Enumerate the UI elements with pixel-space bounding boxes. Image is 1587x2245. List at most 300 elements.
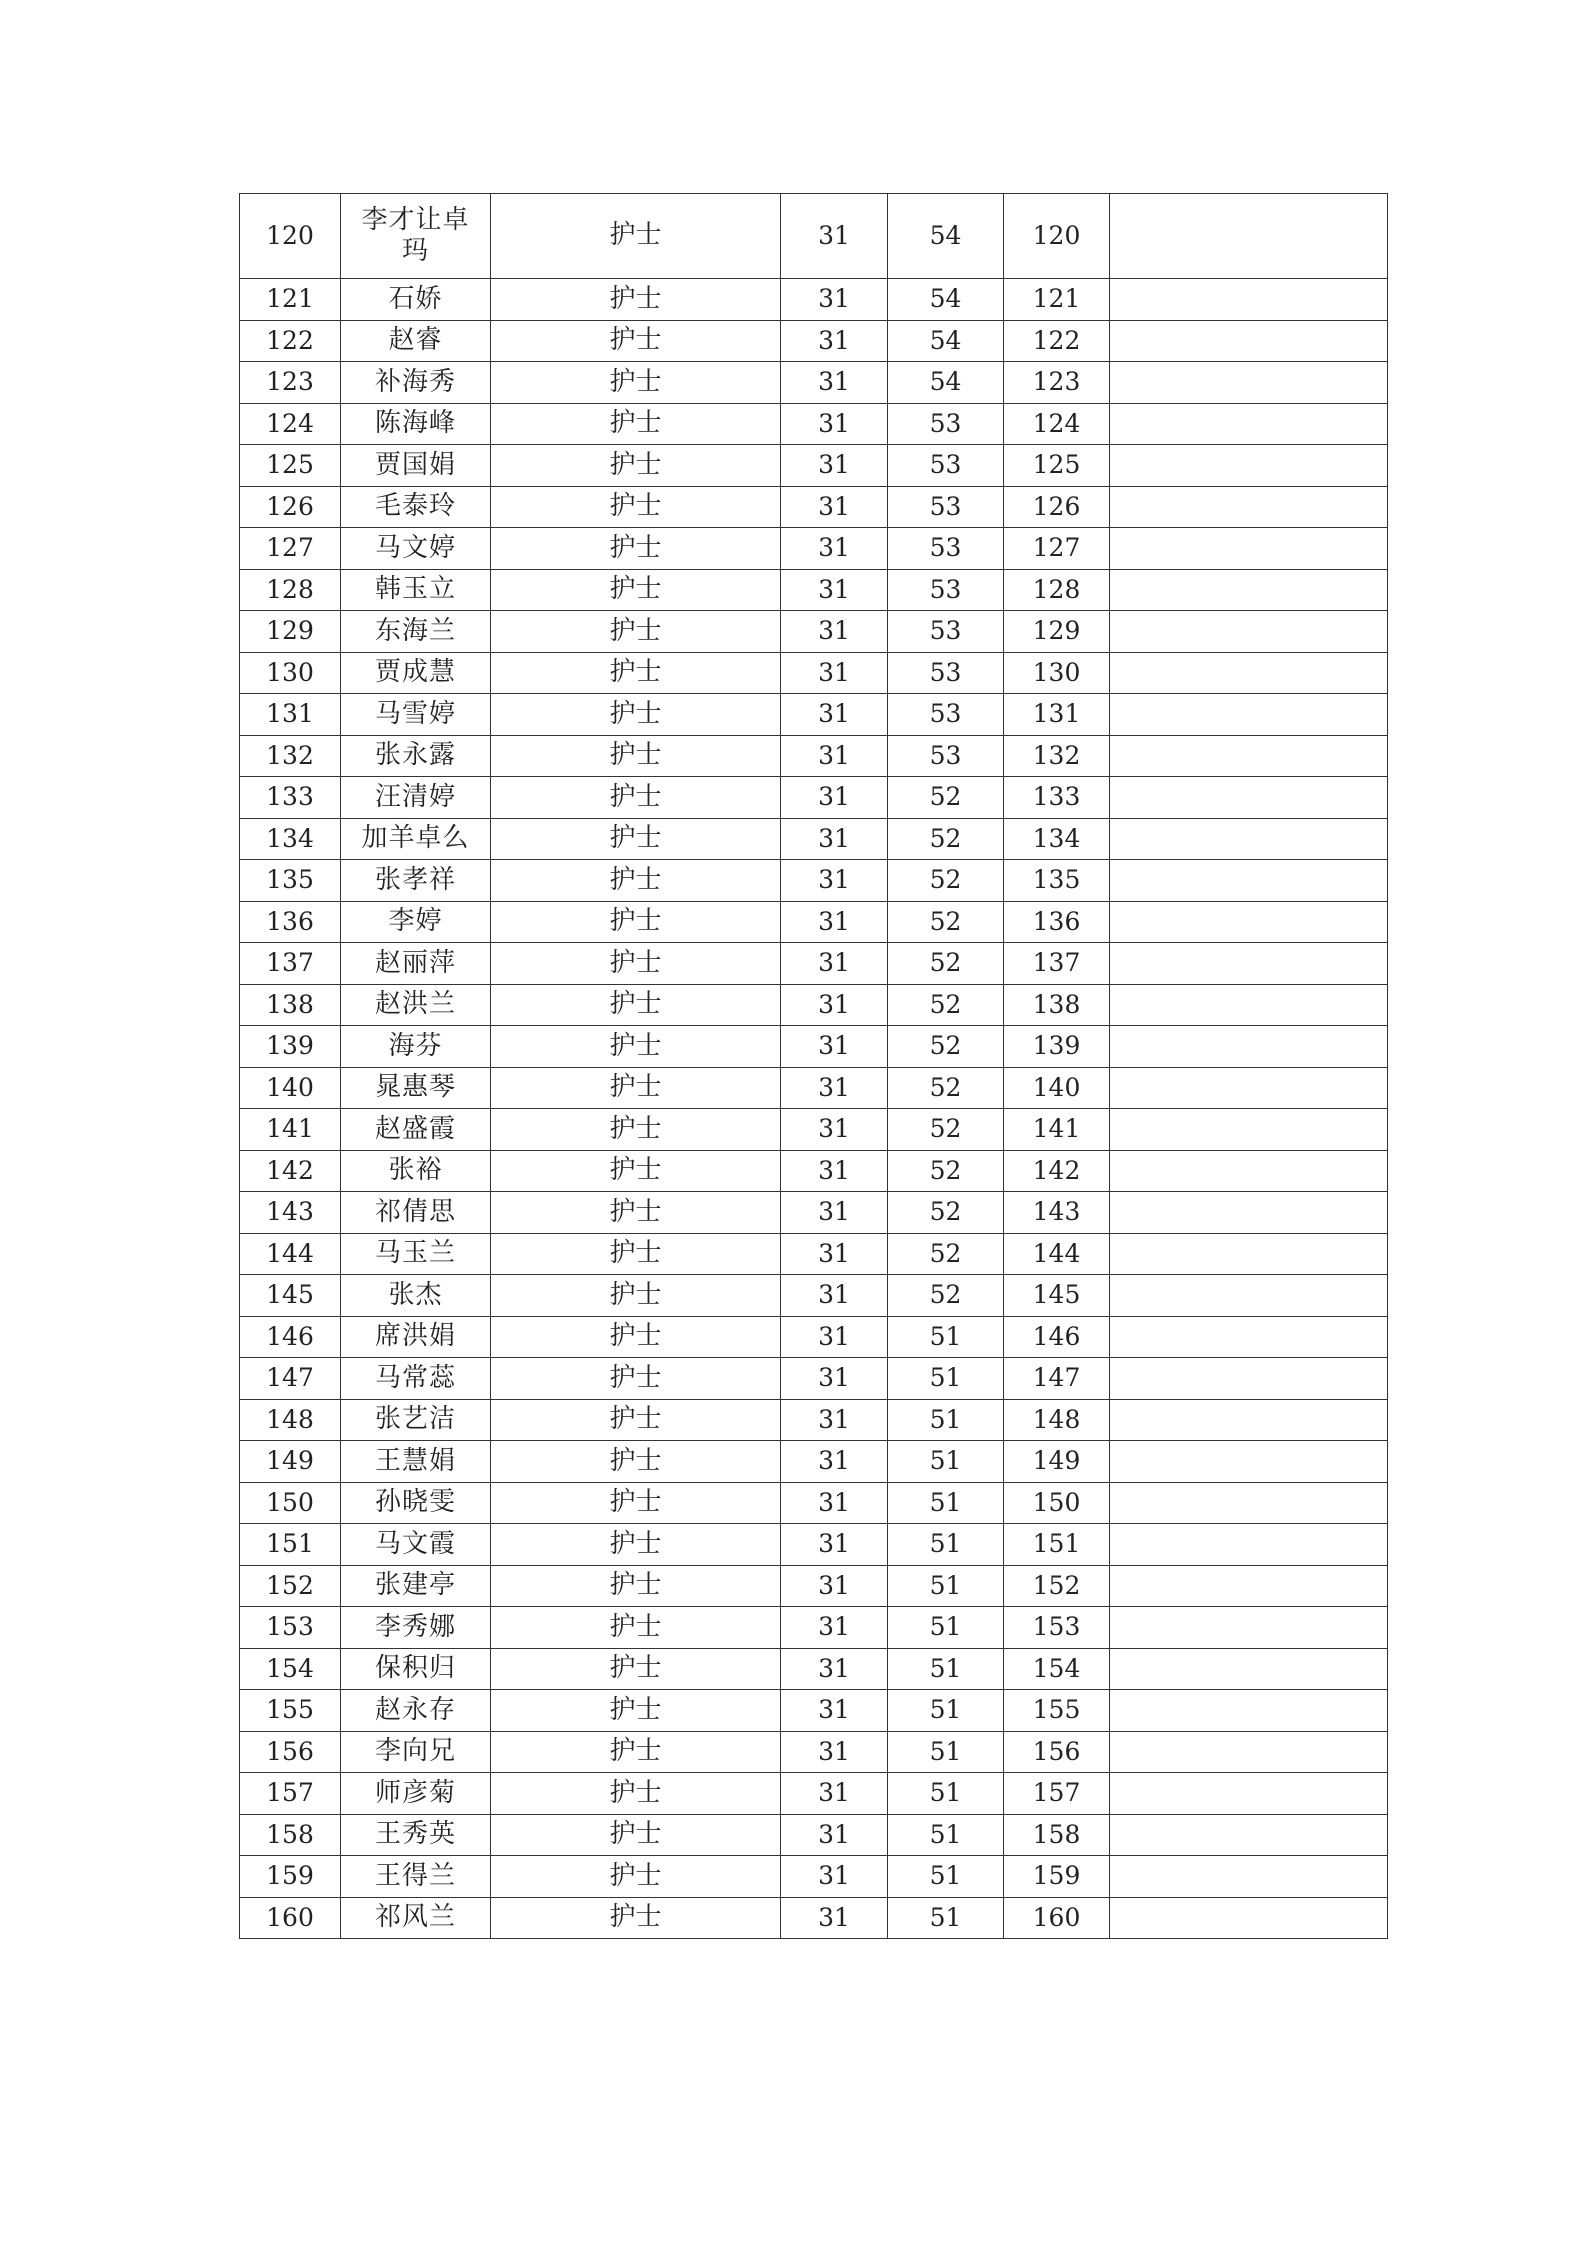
name-cell: 晁惠琴 — [341, 1067, 491, 1109]
rank-cell: 129 — [1004, 611, 1110, 653]
name-cell: 李婷 — [341, 901, 491, 943]
rank-cell: 123 — [1004, 362, 1110, 404]
score-cell: 54 — [888, 279, 1004, 321]
row-number-cell: 137 — [240, 943, 341, 985]
rank-cell: 159 — [1004, 1856, 1110, 1898]
note-cell — [1110, 1524, 1388, 1566]
rank-cell: 153 — [1004, 1607, 1110, 1649]
name-cell: 东海兰 — [341, 611, 491, 653]
value-cell-4: 31 — [781, 1856, 888, 1898]
note-cell — [1110, 1109, 1388, 1151]
note-cell — [1110, 860, 1388, 902]
score-cell: 53 — [888, 569, 1004, 611]
table-row — [240, 1275, 1388, 1317]
position-cell: 护士 — [491, 1897, 781, 1939]
note-cell — [1110, 1648, 1388, 1690]
value-cell-4: 31 — [781, 569, 888, 611]
name-cell: 贾成慧 — [341, 652, 491, 694]
row-number-cell: 128 — [240, 569, 341, 611]
rank-cell: 142 — [1004, 1150, 1110, 1192]
position-cell: 护士 — [491, 1731, 781, 1773]
table-row — [240, 652, 1388, 694]
row-number-cell: 140 — [240, 1067, 341, 1109]
value-cell-4: 31 — [781, 1109, 888, 1151]
score-cell: 52 — [888, 1109, 1004, 1151]
row-number-cell: 144 — [240, 1233, 341, 1275]
position-cell: 护士 — [491, 1233, 781, 1275]
position-cell: 护士 — [491, 1690, 781, 1732]
note-cell — [1110, 1358, 1388, 1400]
score-cell: 53 — [888, 735, 1004, 777]
value-cell-4: 31 — [781, 1565, 888, 1607]
position-cell: 护士 — [491, 486, 781, 528]
value-cell-4: 31 — [781, 1026, 888, 1068]
score-cell: 51 — [888, 1316, 1004, 1358]
table-row — [240, 569, 1388, 611]
row-number-cell: 160 — [240, 1897, 341, 1939]
position-cell: 护士 — [491, 1192, 781, 1234]
name-cell: 张建亭 — [341, 1565, 491, 1607]
row-number-cell: 151 — [240, 1524, 341, 1566]
table-row — [240, 1773, 1388, 1815]
position-cell: 护士 — [491, 1524, 781, 1566]
value-cell-4: 31 — [781, 1150, 888, 1192]
table-row — [240, 694, 1388, 736]
score-cell: 51 — [888, 1814, 1004, 1856]
name-cell: 陈海峰 — [341, 403, 491, 445]
score-cell: 52 — [888, 777, 1004, 819]
row-number-cell: 149 — [240, 1441, 341, 1483]
name-cell: 贾国娟 — [341, 445, 491, 487]
position-cell: 护士 — [491, 777, 781, 819]
score-cell: 52 — [888, 860, 1004, 902]
position-cell: 护士 — [491, 818, 781, 860]
row-number-cell: 141 — [240, 1109, 341, 1151]
table-row — [240, 1192, 1388, 1234]
score-cell: 53 — [888, 611, 1004, 653]
table-row — [240, 1856, 1388, 1898]
name-cell: 石娇 — [341, 279, 491, 321]
score-cell: 52 — [888, 1275, 1004, 1317]
score-cell: 53 — [888, 403, 1004, 445]
rank-cell: 135 — [1004, 860, 1110, 902]
row-number-cell: 120 — [240, 194, 341, 279]
note-cell — [1110, 694, 1388, 736]
rank-cell: 120 — [1004, 194, 1110, 279]
score-cell: 52 — [888, 1233, 1004, 1275]
position-cell: 护士 — [491, 1814, 781, 1856]
position-cell: 护士 — [491, 1565, 781, 1607]
table-row — [240, 1690, 1388, 1732]
score-cell: 52 — [888, 901, 1004, 943]
note-cell — [1110, 1150, 1388, 1192]
table-row — [240, 901, 1388, 943]
position-cell: 护士 — [491, 1067, 781, 1109]
name-cell: 师彦菊 — [341, 1773, 491, 1815]
name-cell: 张永露 — [341, 735, 491, 777]
rank-cell: 136 — [1004, 901, 1110, 943]
rank-cell: 127 — [1004, 528, 1110, 570]
name-cell: 赵洪兰 — [341, 984, 491, 1026]
table-row — [240, 818, 1388, 860]
score-cell: 51 — [888, 1399, 1004, 1441]
rank-cell: 125 — [1004, 445, 1110, 487]
score-cell: 51 — [888, 1441, 1004, 1483]
name-cell: 李向兄 — [341, 1731, 491, 1773]
score-cell: 53 — [888, 528, 1004, 570]
row-number-cell: 124 — [240, 403, 341, 445]
row-number-cell: 132 — [240, 735, 341, 777]
note-cell — [1110, 735, 1388, 777]
table-row — [240, 1565, 1388, 1607]
rank-cell: 132 — [1004, 735, 1110, 777]
score-cell: 51 — [888, 1856, 1004, 1898]
rank-cell: 145 — [1004, 1275, 1110, 1317]
rank-cell: 155 — [1004, 1690, 1110, 1732]
rank-cell: 146 — [1004, 1316, 1110, 1358]
row-number-cell: 131 — [240, 694, 341, 736]
value-cell-4: 31 — [781, 611, 888, 653]
value-cell-4: 31 — [781, 1233, 888, 1275]
rank-cell: 157 — [1004, 1773, 1110, 1815]
row-number-cell: 138 — [240, 984, 341, 1026]
row-number-cell: 127 — [240, 528, 341, 570]
note-cell — [1110, 1233, 1388, 1275]
value-cell-4: 31 — [781, 777, 888, 819]
name-cell: 韩玉立 — [341, 569, 491, 611]
name-cell: 席洪娟 — [341, 1316, 491, 1358]
value-cell-4: 31 — [781, 1814, 888, 1856]
name-cell: 加羊卓么 — [341, 818, 491, 860]
row-number-cell: 143 — [240, 1192, 341, 1234]
score-cell: 53 — [888, 445, 1004, 487]
value-cell-4: 31 — [781, 943, 888, 985]
table-row — [240, 362, 1388, 404]
name-cell: 王得兰 — [341, 1856, 491, 1898]
rank-cell: 151 — [1004, 1524, 1110, 1566]
name-cell: 李秀娜 — [341, 1607, 491, 1649]
row-number-cell: 157 — [240, 1773, 341, 1815]
score-cell: 51 — [888, 1648, 1004, 1690]
value-cell-4: 31 — [781, 1897, 888, 1939]
name-cell: 赵永存 — [341, 1690, 491, 1732]
score-cell: 51 — [888, 1482, 1004, 1524]
rank-cell: 126 — [1004, 486, 1110, 528]
name-cell: 赵盛霞 — [341, 1109, 491, 1151]
note-cell — [1110, 1856, 1388, 1898]
score-cell: 53 — [888, 486, 1004, 528]
position-cell: 护士 — [491, 1482, 781, 1524]
position-cell: 护士 — [491, 569, 781, 611]
value-cell-4: 31 — [781, 403, 888, 445]
position-cell: 护士 — [491, 1026, 781, 1068]
rank-cell: 144 — [1004, 1233, 1110, 1275]
note-cell — [1110, 362, 1388, 404]
note-cell — [1110, 320, 1388, 362]
table-row — [240, 1524, 1388, 1566]
value-cell-4: 31 — [781, 320, 888, 362]
table-row — [240, 1441, 1388, 1483]
note-cell — [1110, 818, 1388, 860]
score-cell: 51 — [888, 1607, 1004, 1649]
score-cell: 54 — [888, 320, 1004, 362]
table-row — [240, 194, 1388, 279]
note-cell — [1110, 194, 1388, 279]
table-row — [240, 1316, 1388, 1358]
table-row — [240, 1897, 1388, 1939]
table-row — [240, 1399, 1388, 1441]
table-row — [240, 777, 1388, 819]
note-cell — [1110, 1897, 1388, 1939]
position-cell: 护士 — [491, 611, 781, 653]
value-cell-4: 31 — [781, 194, 888, 279]
position-cell: 护士 — [491, 320, 781, 362]
table-row — [240, 445, 1388, 487]
position-cell: 护士 — [491, 1150, 781, 1192]
table-row — [240, 1109, 1388, 1151]
note-cell — [1110, 984, 1388, 1026]
note-cell — [1110, 943, 1388, 985]
table-row — [240, 403, 1388, 445]
name-cell: 马常蕊 — [341, 1358, 491, 1400]
value-cell-4: 31 — [781, 486, 888, 528]
note-cell — [1110, 1399, 1388, 1441]
note-cell — [1110, 1067, 1388, 1109]
value-cell-4: 31 — [781, 860, 888, 902]
note-cell — [1110, 1690, 1388, 1732]
row-number-cell: 123 — [240, 362, 341, 404]
row-number-cell: 158 — [240, 1814, 341, 1856]
note-cell — [1110, 1482, 1388, 1524]
table-row — [240, 1067, 1388, 1109]
value-cell-4: 31 — [781, 1399, 888, 1441]
position-cell: 护士 — [491, 279, 781, 321]
position-cell: 护士 — [491, 1856, 781, 1898]
note-cell — [1110, 569, 1388, 611]
row-number-cell: 136 — [240, 901, 341, 943]
value-cell-4: 31 — [781, 528, 888, 570]
table-row — [240, 528, 1388, 570]
score-cell: 54 — [888, 194, 1004, 279]
score-cell: 51 — [888, 1773, 1004, 1815]
position-cell: 护士 — [491, 943, 781, 985]
position-cell: 护士 — [491, 1773, 781, 1815]
row-number-cell: 156 — [240, 1731, 341, 1773]
note-cell — [1110, 652, 1388, 694]
name-cell: 补海秀 — [341, 362, 491, 404]
row-number-cell: 145 — [240, 1275, 341, 1317]
score-cell: 51 — [888, 1690, 1004, 1732]
note-cell — [1110, 1565, 1388, 1607]
rank-cell: 143 — [1004, 1192, 1110, 1234]
position-cell: 护士 — [491, 194, 781, 279]
position-cell: 护士 — [491, 1441, 781, 1483]
row-number-cell: 134 — [240, 818, 341, 860]
name-cell: 王慧娟 — [341, 1441, 491, 1483]
score-cell: 51 — [888, 1565, 1004, 1607]
row-number-cell: 126 — [240, 486, 341, 528]
table-row — [240, 1648, 1388, 1690]
table-row — [240, 1482, 1388, 1524]
row-number-cell: 135 — [240, 860, 341, 902]
name-cell: 祁风兰 — [341, 1897, 491, 1939]
note-cell — [1110, 901, 1388, 943]
name-cell: 马玉兰 — [341, 1233, 491, 1275]
position-cell: 护士 — [491, 735, 781, 777]
note-cell — [1110, 1192, 1388, 1234]
name-cell: 王秀英 — [341, 1814, 491, 1856]
value-cell-4: 31 — [781, 818, 888, 860]
score-cell: 52 — [888, 818, 1004, 860]
name-cell: 李才让卓玛 — [341, 194, 491, 279]
rank-cell: 158 — [1004, 1814, 1110, 1856]
name-cell: 海芬 — [341, 1026, 491, 1068]
rank-cell: 128 — [1004, 569, 1110, 611]
position-cell: 护士 — [491, 901, 781, 943]
table-row — [240, 1358, 1388, 1400]
score-cell: 51 — [888, 1897, 1004, 1939]
name-cell: 赵睿 — [341, 320, 491, 362]
position-cell: 护士 — [491, 1109, 781, 1151]
note-cell — [1110, 279, 1388, 321]
name-cell: 张艺洁 — [341, 1399, 491, 1441]
position-cell: 护士 — [491, 362, 781, 404]
rank-cell: 137 — [1004, 943, 1110, 985]
position-cell: 护士 — [491, 403, 781, 445]
score-cell: 52 — [888, 1067, 1004, 1109]
position-cell: 护士 — [491, 445, 781, 487]
row-number-cell: 148 — [240, 1399, 341, 1441]
score-cell: 53 — [888, 694, 1004, 736]
row-number-cell: 130 — [240, 652, 341, 694]
table-row — [240, 1731, 1388, 1773]
position-cell: 护士 — [491, 528, 781, 570]
score-cell: 51 — [888, 1358, 1004, 1400]
row-number-cell: 125 — [240, 445, 341, 487]
value-cell-4: 31 — [781, 1316, 888, 1358]
position-cell: 护士 — [491, 652, 781, 694]
score-cell: 52 — [888, 984, 1004, 1026]
position-cell: 护士 — [491, 694, 781, 736]
row-number-cell: 147 — [240, 1358, 341, 1400]
position-cell: 护士 — [491, 860, 781, 902]
table-row — [240, 1233, 1388, 1275]
value-cell-4: 31 — [781, 1773, 888, 1815]
score-cell: 52 — [888, 943, 1004, 985]
position-cell: 护士 — [491, 1358, 781, 1400]
score-cell: 53 — [888, 652, 1004, 694]
table-row — [240, 279, 1388, 321]
position-cell: 护士 — [491, 1316, 781, 1358]
name-cell: 马文婷 — [341, 528, 491, 570]
row-number-cell: 121 — [240, 279, 341, 321]
row-number-cell: 155 — [240, 1690, 341, 1732]
value-cell-4: 31 — [781, 1607, 888, 1649]
value-cell-4: 31 — [781, 362, 888, 404]
row-number-cell: 154 — [240, 1648, 341, 1690]
value-cell-4: 31 — [781, 694, 888, 736]
value-cell-4: 31 — [781, 1275, 888, 1317]
rank-cell: 134 — [1004, 818, 1110, 860]
table-row — [240, 320, 1388, 362]
table-row — [240, 611, 1388, 653]
note-cell — [1110, 1773, 1388, 1815]
rank-cell: 130 — [1004, 652, 1110, 694]
note-cell — [1110, 1731, 1388, 1773]
row-number-cell: 150 — [240, 1482, 341, 1524]
rank-cell: 122 — [1004, 320, 1110, 362]
rank-cell: 149 — [1004, 1441, 1110, 1483]
value-cell-4: 31 — [781, 1524, 888, 1566]
table-row — [240, 860, 1388, 902]
score-cell: 54 — [888, 362, 1004, 404]
table-row — [240, 984, 1388, 1026]
rank-cell: 139 — [1004, 1026, 1110, 1068]
value-cell-4: 31 — [781, 1690, 888, 1732]
score-cell: 52 — [888, 1192, 1004, 1234]
rank-cell: 131 — [1004, 694, 1110, 736]
value-cell-4: 31 — [781, 735, 888, 777]
value-cell-4: 31 — [781, 1192, 888, 1234]
table-row — [240, 1150, 1388, 1192]
value-cell-4: 31 — [781, 1482, 888, 1524]
table-row — [240, 486, 1388, 528]
score-cell: 52 — [888, 1150, 1004, 1192]
note-cell — [1110, 528, 1388, 570]
row-number-cell: 153 — [240, 1607, 341, 1649]
note-cell — [1110, 445, 1388, 487]
row-number-cell: 122 — [240, 320, 341, 362]
name-cell: 毛泰玲 — [341, 486, 491, 528]
value-cell-4: 31 — [781, 1067, 888, 1109]
rank-cell: 141 — [1004, 1109, 1110, 1151]
name-cell: 保积归 — [341, 1648, 491, 1690]
rank-cell: 138 — [1004, 984, 1110, 1026]
rank-cell: 148 — [1004, 1399, 1110, 1441]
name-cell: 马雪婷 — [341, 694, 491, 736]
position-cell: 护士 — [491, 1648, 781, 1690]
name-cell: 孙晓雯 — [341, 1482, 491, 1524]
note-cell — [1110, 1814, 1388, 1856]
value-cell-4: 31 — [781, 652, 888, 694]
note-cell — [1110, 611, 1388, 653]
note-cell — [1110, 1441, 1388, 1483]
rank-cell: 121 — [1004, 279, 1110, 321]
value-cell-4: 31 — [781, 1648, 888, 1690]
row-number-cell: 152 — [240, 1565, 341, 1607]
value-cell-4: 31 — [781, 984, 888, 1026]
name-cell: 张杰 — [341, 1275, 491, 1317]
score-cell: 51 — [888, 1524, 1004, 1566]
row-number-cell: 146 — [240, 1316, 341, 1358]
position-cell: 护士 — [491, 1275, 781, 1317]
position-cell: 护士 — [491, 984, 781, 1026]
row-number-cell: 133 — [240, 777, 341, 819]
note-cell — [1110, 1316, 1388, 1358]
rank-cell: 156 — [1004, 1731, 1110, 1773]
note-cell — [1110, 1607, 1388, 1649]
value-cell-4: 31 — [781, 445, 888, 487]
row-number-cell: 159 — [240, 1856, 341, 1898]
value-cell-4: 31 — [781, 1358, 888, 1400]
name-cell: 祁倩思 — [341, 1192, 491, 1234]
score-cell: 52 — [888, 1026, 1004, 1068]
table-row — [240, 1607, 1388, 1649]
value-cell-4: 31 — [781, 1441, 888, 1483]
note-cell — [1110, 403, 1388, 445]
table-row — [240, 1814, 1388, 1856]
note-cell — [1110, 777, 1388, 819]
